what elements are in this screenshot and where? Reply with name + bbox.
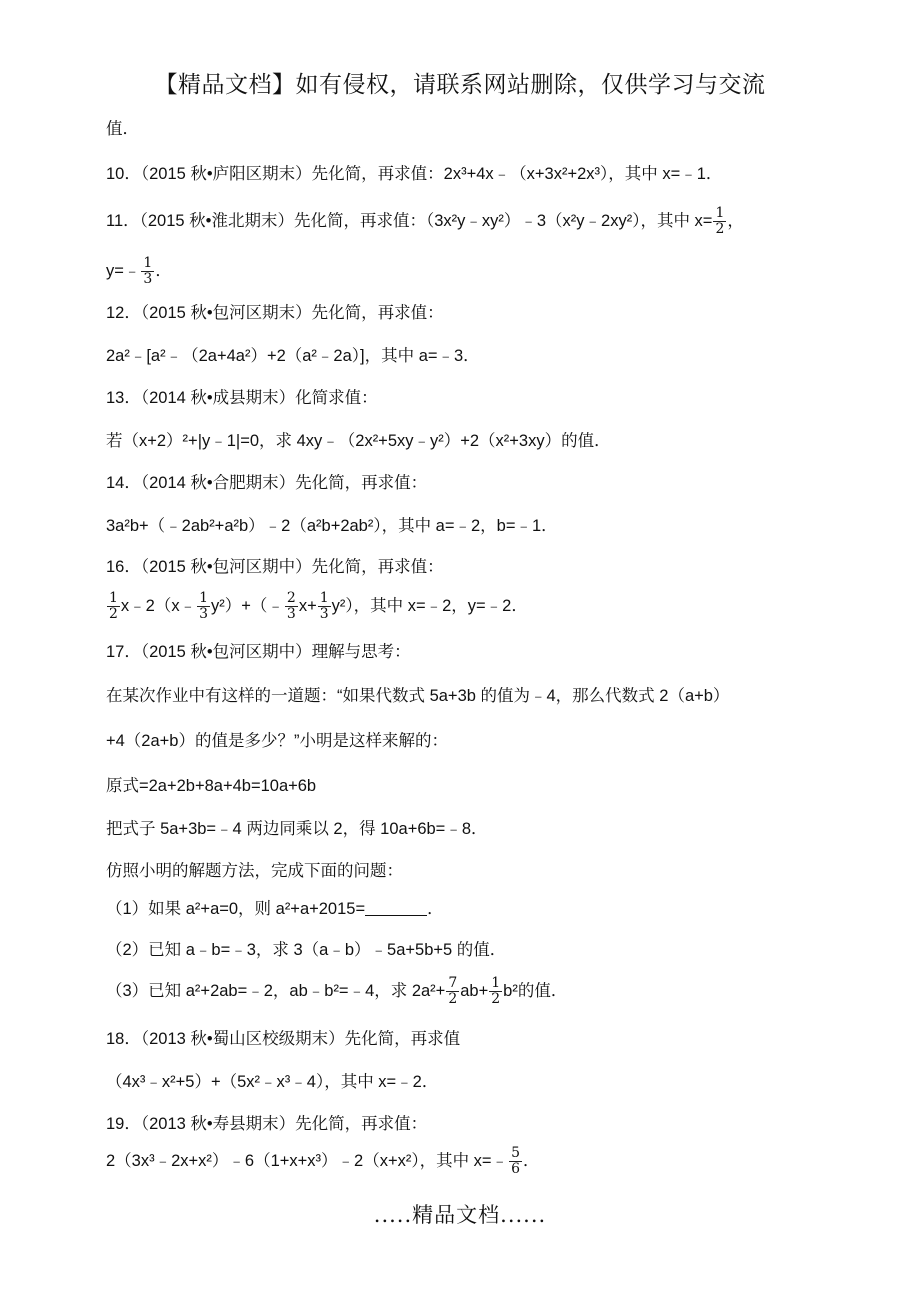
problem-11-text: ． (155, 261, 172, 280)
problem-18: 18．（2013 秋•蜀山区校级期末）先化简，再求值 (106, 1030, 461, 1048)
problem-13: 13．（2014 秋•成县期末）化简求值： (106, 389, 378, 407)
part-1-text: （1）如果 a²+a=0，则 a²+a+2015= (106, 900, 366, 918)
fraction-denominator: 3 (286, 606, 296, 622)
part-3-text: ab+ (460, 981, 489, 1000)
problem-11-cont (106, 256, 172, 287)
answer-blank (365, 901, 427, 916)
problem-19-expr (106, 1146, 539, 1177)
problem-19-text: ． (522, 1151, 540, 1170)
fraction (489, 976, 502, 1007)
problem-14-expr: 3a²b+（﹣2ab²+a²b）﹣2（a²b+2ab²），其中 a=﹣2，b=﹣1． (106, 517, 558, 535)
fraction-denominator: 2 (109, 606, 118, 622)
fraction-numerator: 1 (143, 255, 153, 271)
problem-14: 14．（2014 秋•合肥期末）先化简，再求值： (106, 474, 428, 492)
problem-17-part-3 (106, 976, 567, 1007)
problem-11-text: ， (727, 211, 744, 230)
part-3-text: （3）已知 a²+2ab=﹣2，ab﹣b²=﹣4，求 2a²+ (106, 981, 446, 1000)
fraction (446, 976, 459, 1007)
problem-11-text: y=﹣ (106, 261, 141, 280)
fraction-numerator: 2 (286, 590, 296, 606)
problem-17-text: 仿照小明的解题方法，完成下面的问题： (106, 862, 403, 880)
part-1-text: ． (427, 900, 444, 918)
fraction (318, 591, 331, 622)
problem-17-text: 原式=2a+2b+8a+4b=10a+6b (106, 777, 317, 795)
fraction-denominator: 3 (199, 606, 209, 622)
text-line: 值． (106, 120, 139, 138)
problem-10: 10．（2015 秋•庐阳区期末）先化简，再求值：2x³+4x﹣（x+3x²+2x³），其中 x=﹣1． (106, 165, 723, 183)
fraction (713, 206, 726, 237)
problem-13-expr: 若（x+2）²+|y﹣1|=0，求 4xy﹣（2x²+5xy﹣y²）+2（x²+3xy）的值． (106, 432, 611, 450)
problem-17-text: 把式子 5a+3b=﹣4 两边同乘以 2，得 10a+6b=﹣8． (106, 820, 488, 838)
problem-16-expr (106, 591, 528, 622)
part-3-text: b²的值． (503, 981, 568, 1000)
problem-17-text: +4（2a+b）的值是多少？”小明是这样来解的： (106, 732, 448, 750)
fraction-denominator: 3 (319, 606, 329, 622)
fraction-denominator: 2 (715, 221, 725, 237)
fraction-denominator: 3 (143, 271, 153, 287)
fraction-numerator: 1 (715, 205, 725, 221)
fraction-numerator: 7 (448, 975, 458, 991)
fraction-denominator: 6 (511, 1161, 520, 1177)
expr-text: y²），其中 x=﹣2，y=﹣2． (331, 596, 528, 615)
problem-18-expr: （4x³﹣x²+5）+（5x²﹣x³﹣4），其中 x=﹣2． (106, 1073, 439, 1091)
problem-11 (106, 206, 744, 237)
problem-17-text: 在某次作业中有这样的一道题：“如果代数式 5a+3b 的值为﹣4，那么代数式 2（a+b） (106, 687, 730, 705)
fraction (509, 1146, 522, 1177)
problem-19: 19．（2013 秋•寿县期末）先化简，再求值： (106, 1115, 428, 1133)
fraction (141, 256, 154, 287)
expr-text: x﹣2（x﹣ (120, 596, 197, 615)
fraction-denominator: 2 (448, 991, 458, 1007)
problem-12-expr: 2a²﹣[a²﹣（2a+4a²）+2（a²﹣2a）]，其中 a=﹣3． (106, 347, 480, 365)
problem-12: 12．（2015 秋•包河区期末）先化简，再求值： (106, 304, 444, 322)
fraction (197, 591, 210, 622)
fraction-numerator: 5 (511, 1145, 520, 1161)
fraction (107, 591, 120, 622)
fraction-numerator: 1 (491, 975, 501, 991)
problem-17-part-1 (106, 898, 444, 920)
fraction-numerator: 1 (199, 590, 209, 606)
problem-16: 16．（2015 秋•包河区期中）先化简，再求值： (106, 558, 444, 576)
fraction (285, 591, 298, 622)
footer-watermark: .....精品文档...... (373, 1203, 547, 1227)
fraction-numerator: 1 (109, 590, 118, 606)
fraction-numerator: 1 (319, 590, 329, 606)
watermark-banner: 【精品文档】如有侵权，请联系网站删除，仅供学习与交流 (154, 72, 766, 98)
problem-17-part-2: （2）已知 a﹣b=﹣3，求 3（a﹣b）﹣5a+5b+5 的值． (106, 941, 507, 959)
problem-11-text: 11．（2015 秋•淮北期末）先化简，再求值：（3x²y﹣xy²）﹣3（x²y﹣2xy²），其中 x= (106, 211, 713, 230)
expr-text: y²）+（﹣ (211, 596, 284, 615)
problem-17: 17．（2015 秋•包河区期中）理解与思考： (106, 643, 411, 661)
fraction-denominator: 2 (491, 991, 501, 1007)
expr-text: x+ (298, 596, 317, 615)
problem-19-text: 2（3x³﹣2x+x²）﹣6（1+x+x³）﹣2（x+x²），其中 x=﹣ (106, 1151, 509, 1170)
